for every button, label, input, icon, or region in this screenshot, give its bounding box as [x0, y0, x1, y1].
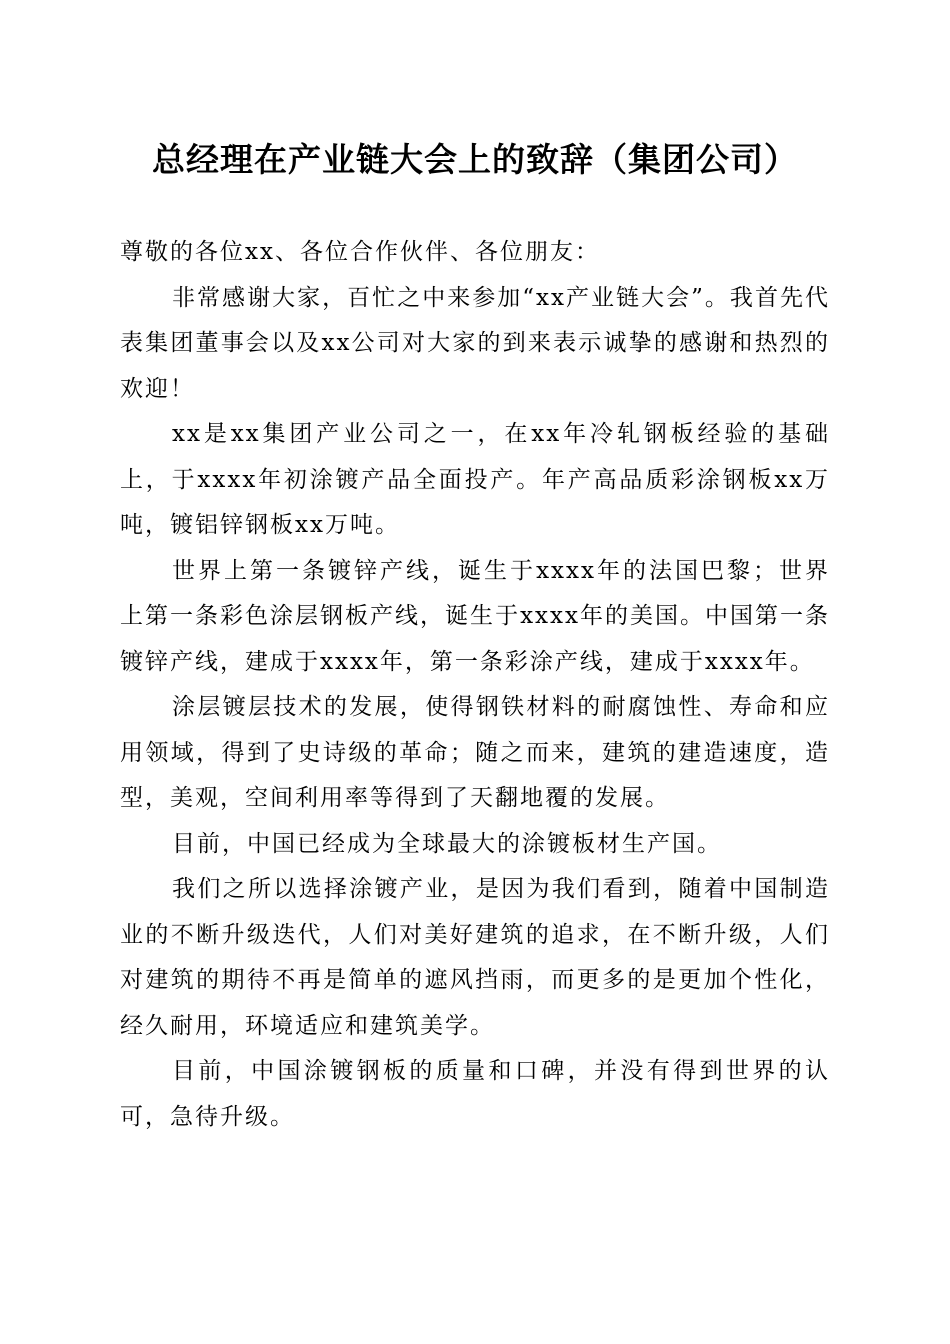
paragraph-7: 目前，中国涂镀钢板的质量和口碑，并没有得到世界的认可，急待升级。	[120, 1058, 830, 1130]
paragraph-1: 非常感谢大家，百忙之中来参加“xx产业链大会”。我首先代表集团董事会以及xx公司对大家的到来表示诚挚的感谢和热烈的欢迎！	[120, 284, 830, 402]
paragraph-5: 目前，中国已经成为全球最大的涂镀板材生产国。	[172, 830, 722, 857]
document-body	[120, 230, 830, 1140]
paragraph-6: 我们之所以选择涂镀产业，是因为我们看到，随着中国制造业的不断升级迭代，人们对美好建筑的追求，在不断升级，人们对建筑的期待不再是简单的遮风挡雨，而更多的是更加个性化，经久耐用，环境适应和建筑美学。	[120, 876, 830, 1039]
paragraph-2: xx是xx集团产业公司之一，在xx年冷轧钢板经验的基础上，于xxxx年初涂镀产品全面投产。年产高品质彩涂钢板xx万吨，镀铝锌钢板xx万吨。	[120, 421, 830, 538]
paragraph-4: 涂层镀层技术的发展，使得钢铁材料的耐腐蚀性、寿命和应用领域，得到了史诗级的革命；随之而来，建筑的建造速度，造型，美观，空间利用率等得到了天翻地覆的发展。	[120, 694, 830, 811]
document-title: 总经理在产业链大会上的致辞（集团公司）	[152, 140, 798, 179]
salutation: 尊敬的各位xx、各位合作伙伴、各位朋友：	[120, 239, 600, 265]
paragraph-3: 世界上第一条镀锌产线，诞生于xxxx年的法国巴黎；世界上第一条彩色涂层钢板产线，诞生于xxxx年的美国。中国第一条镀锌产线，建成于xxxx年，第一条彩涂产线，建成于xxxx年。	[120, 557, 830, 675]
